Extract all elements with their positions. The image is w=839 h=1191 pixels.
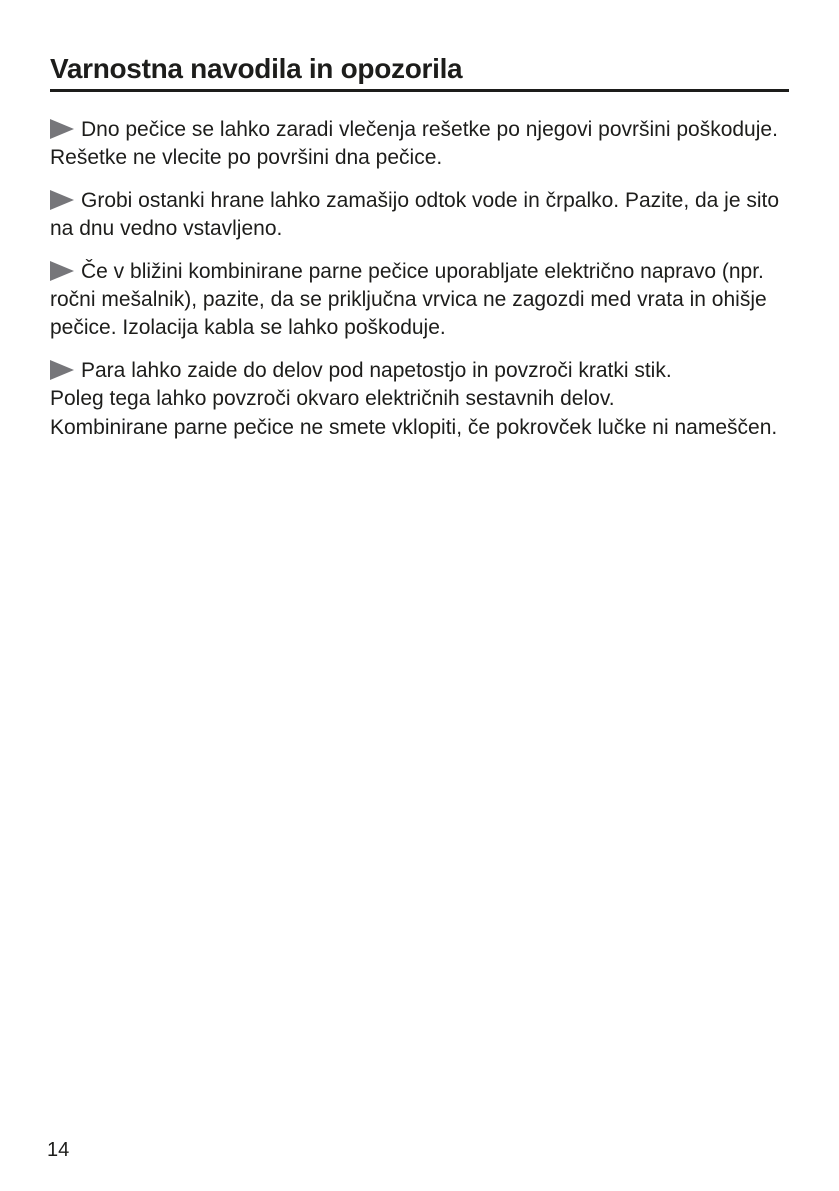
page-number: 14 [47, 1139, 70, 1161]
warning-item [50, 116, 789, 173]
warnings-list [50, 116, 789, 442]
warning-text: Grobi ostanki hrane lahko zamašijo odtok vode in črpalko. Pazite, da je sito na dnu vedno vstavljeno. [50, 188, 780, 241]
warning-text: Če v bližini kombinirane parne pečice uporabljate električno napravo (npr. ročni mešalnik), pazite, da se priključna vrvica ne zagozdi med vrata in ohišje pečice. Izolacija kabla se lahko poškoduje. [50, 259, 767, 340]
warning-item [50, 187, 789, 244]
title-rule [50, 89, 789, 92]
warning-item [50, 258, 789, 343]
warning-text: Para lahko zaide do delov pod napetostjo in povzroči kratki stik. Poleg tega lahko povzroči okvaro električnih sestavnih delov. Kombinirane parne pečice ne smete vklopiti, če pokrovček lučke ni nameščen. [50, 358, 778, 439]
triangle-right-icon [50, 190, 74, 210]
warning-item [50, 357, 789, 442]
triangle-right-icon [50, 261, 74, 281]
warning-text: Dno pečice se lahko zaradi vlečenja rešetke po njegovi površini poškoduje. Rešetke ne vlecite po površini dna pečice. [50, 118, 778, 170]
triangle-right-icon [50, 360, 74, 380]
triangle-right-icon [50, 119, 74, 139]
page-title: Varnostna navodila in opozorila [50, 53, 463, 84]
manual-page [0, 0, 839, 442]
